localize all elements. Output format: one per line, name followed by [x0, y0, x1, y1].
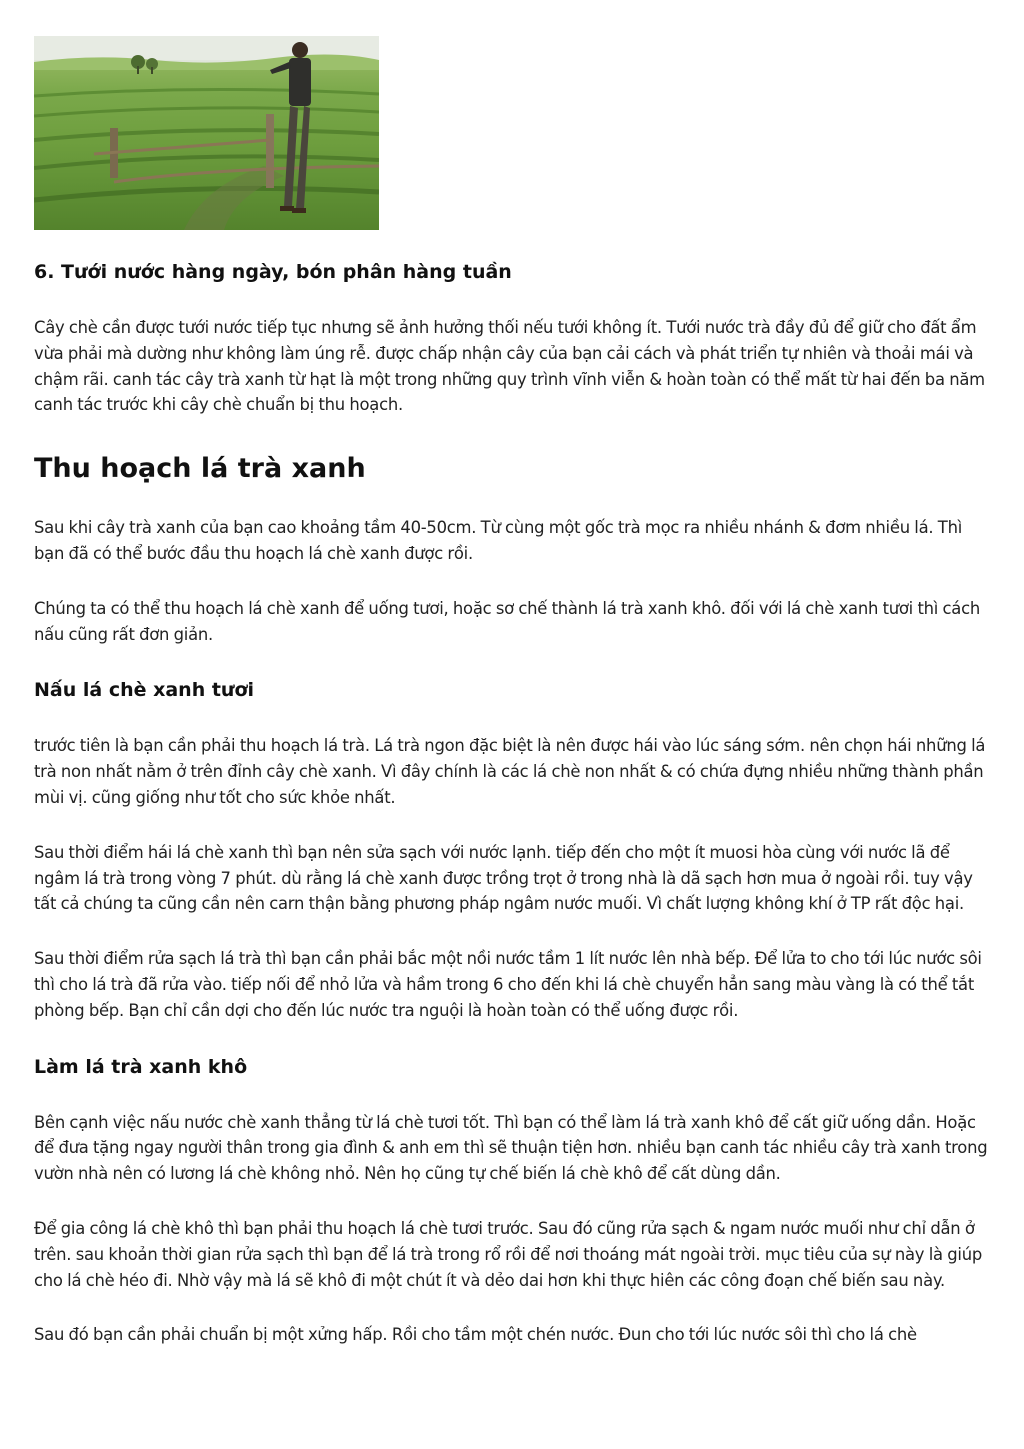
article — [34, 36, 994, 1348]
paragraph-harvest-1: Sau khi cây trà xanh của bạn cao khoảng tầm 40-50cm. Từ cùng một gốc trà mọc ra nhiều nhánh & đơm nhiều lá. Thì bạn đã có thể bước đầu thu hoạch lá chè xanh được rồi. — [34, 518, 963, 563]
paragraph-dry-3: Sau đó bạn cần phải chuẩn bị một xửng hấp. Rồi cho tầm một chén nước. Đun cho tới lúc nước sôi thì cho lá chè — [34, 1325, 917, 1345]
paragraph-fresh-1: trước tiên là bạn cần phải thu hoạch lá trà. Lá trà ngon đặc biệt là nên được hái vào lúc sáng sớm. nên chọn hái những lá trà non nhất nằm ở trên đỉnh cây chè xanh. Vì đây chính là các lá chè non nhất & có chứa đựng nhiều những thành phần mùi vị. cũng giống như tốt cho sức khỏe nhất. — [34, 736, 986, 807]
paragraph-watering: Cây chè cần được tưới nước tiếp tục nhưng sẽ ảnh hưởng thối nếu tưới không ít. Tưới nước trà đầy đủ để giữ cho đất ẩm vừa phải mà dường như không làm úng rễ. được chấp nhận cây của bạn cải cách và phát triển tự nhiên và thoải mái và chậm rãi. canh tác cây trà xanh từ hạt là một trong những quy trình vĩnh viễn & hoàn toàn có thể mất từ hai đến ba năm canh tác trước khi cây chè chuẩn bị thu hoạch. — [34, 318, 985, 415]
section-heading-watering: 6. Tưới nước hàng ngày, bón phân hàng tuần — [34, 261, 512, 283]
paragraph-fresh-3: Sau thời điểm rửa sạch lá trà thì bạn cần phải bắc một nồi nước tầm 1 lít nước lên nhà bếp. Để lửa to cho tới lúc nước sôi thì cho lá trà đã rửa vào. tiếp nối để nhỏ lửa và hầm trong 6 cho đến khi lá chè chuyển hẳn sang màu vàng là có thể tắt phòng bếp. Bạn chỉ cần dợi cho đến lúc nước tra nguội là hoàn toàn có thể uống được rồi. — [34, 949, 982, 1020]
paragraph-fresh-2: Sau thời điểm hái lá chè xanh thì bạn nên sửa sạch với nước lạnh. tiếp đến cho một ít muosi hòa cùng với nước lã để ngâm lá trà trong vòng 7 phút. dù rằng lá chè xanh được trồng trọt ở trong nhà là dã sạch hơn mua ở ngoài rồi. tuy vậy tất cả chúng ta cũng cần nên carn thận bằng phương pháp ngâm nước muối. Vì chất lượng không khí ở TP rất độc hại. — [34, 842, 973, 914]
paragraph-dry-2: Để gia công lá chè khô thì bạn phải thu hoạch lá chè tươi trước. Sau đó cũng rửa sạch & ngam nước muối như chỉ dẫn ở trên. sau khoản thời gian rửa sạch thì bạn để lá trà trong rổ rồi để nơi thoáng mát ngoài trời. mục tiêu của sự này là giúp cho lá chè héo đi. Nhờ vậy mà lá sẽ khô đi một chút ít và dẻo dai hơn khi thực hiên các công đoạn chế biến sau này. — [34, 1218, 982, 1290]
tea-field-illustration — [34, 36, 379, 230]
paragraph-harvest-2: Chúng ta có thể thu hoạch lá chè xanh để uống tươi, hoặc sơ chế thành lá trà xanh khô. đối với lá chè xanh tươi thì cách nấu cũng rất đơn giản. — [34, 598, 980, 644]
section-heading-dry: Làm lá trà xanh khô — [34, 1055, 248, 1078]
tea-field-photo — [34, 36, 379, 230]
section-heading-harvest: Thu hoạch lá trà xanh — [34, 453, 366, 485]
paragraph-dry-1: Bên cạnh việc nấu nước chè xanh thẳng từ lá chè tươi tốt. Thì bạn có thể làm lá trà xanh khô để cất giữ uống dần. Hoặc để đưa tặng ngay người thân trong gia đình & anh em thì sẽ thuận tiện hơn. nhiều bạn canh tác nhiều cây trà xanh trong vườn nhà nên có lương lá chè không nhỏ. Nên họ cũng tự chế biến lá chè khô để cất dùng dần. — [34, 1112, 988, 1184]
section-heading-fresh: Nấu lá chè xanh tươi — [34, 679, 255, 702]
